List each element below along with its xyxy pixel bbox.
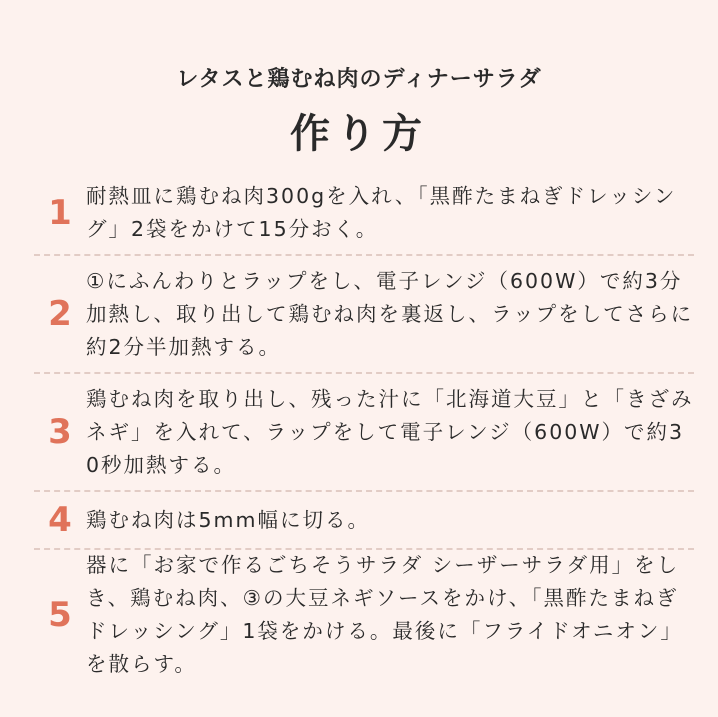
- step-text: 耐熱皿に鶏むね肉300gを入れ、「黒酢たまねぎドレッシング」2袋をかけて15分おく。: [86, 184, 677, 241]
- page-title: 作り方: [290, 111, 428, 157]
- steps-list: [34, 172, 694, 680]
- step-number: 3: [48, 412, 72, 452]
- step-number: 4: [48, 500, 72, 540]
- step-number: 1: [48, 193, 72, 233]
- step-item-5: [34, 550, 694, 680]
- step-item-2: [34, 256, 694, 374]
- step-number: 5: [48, 595, 72, 635]
- step-number: 2: [48, 294, 72, 334]
- step-text: 鶏むね肉は5mm幅に切る。: [86, 507, 370, 532]
- step-text: 鶏むね肉を取り出し、残った汁に「北海道大豆」と「きざみネギ」を入れて、ラップをして電子レンジ（600W）で約30秒加熱する。: [86, 386, 694, 477]
- step-text: 器に「お家で作るごちそうサラダ シーザーサラダ用」をしき、鶏むね肉、③の大豆ネギソースをかけ、「黒酢たまねぎドレッシング」1袋をかける。最後に「フライドオニオン」を散らす。: [86, 553, 683, 676]
- step-text: ①にふんわりとラップをし、電子レンジ（600W）で約3分加熱し、取り出して鶏むね肉を裏返し、ラップをしてさらに約2分半加熱する。: [86, 268, 694, 359]
- step-item-1: [34, 172, 694, 256]
- step-item-4: [34, 492, 694, 550]
- recipe-subtitle: レタスと鶏むね肉のディナーサラダ: [176, 67, 542, 92]
- step-item-3: [34, 374, 694, 492]
